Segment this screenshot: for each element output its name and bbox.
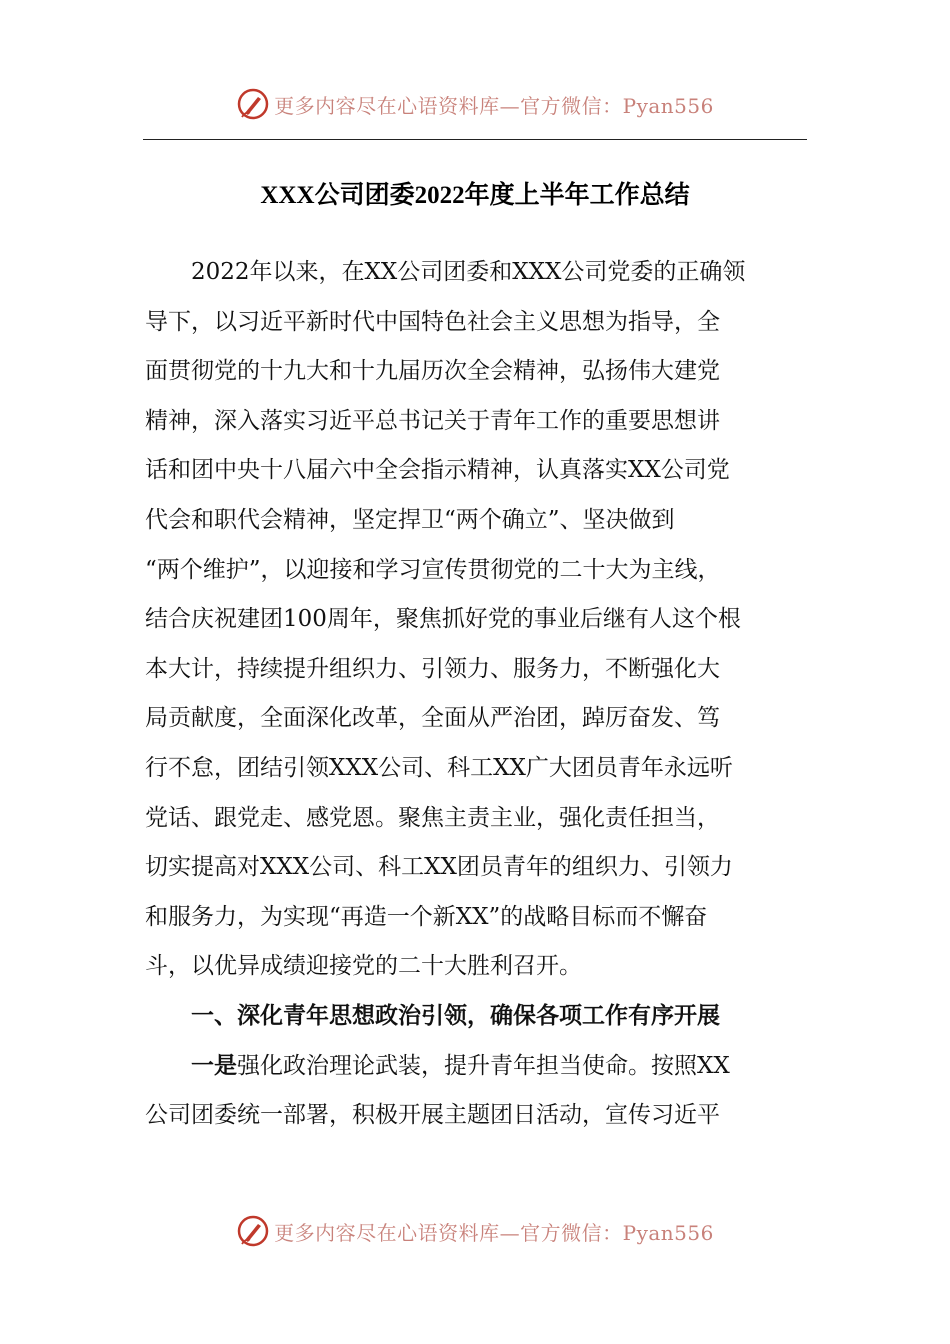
item-lead: 一是: [191, 1052, 237, 1079]
paragraph-line: 局贡献度，全面深化改革，全面从严治团，踔厉奋发、笃: [145, 705, 720, 732]
paragraph-line: 党话、跟党走、感党恩。聚焦主责主业，强化责任担当，: [145, 804, 720, 831]
watermark-contact: 官方微信：Pyan556: [520, 1220, 714, 1245]
watermark-brand: 更多内容尽在心语资料库: [274, 93, 500, 118]
paragraph-line: 和服务力，为实现“再造一个新XX”的战略目标而不懈奋: [145, 903, 708, 930]
item-line-text: 强化政治理论武装，提升青年担当使命。按照XX: [237, 1052, 730, 1079]
footer-watermark: [0, 1211, 950, 1251]
watermark-separator: —: [499, 93, 521, 118]
paragraph-line: 精神，深入落实习近平总书记关于青年工作的重要思想讲: [145, 407, 720, 434]
header-rule: [143, 139, 807, 140]
paragraph-line: 话和团中央十八届六中全会指示精神，认真落实XX公司党: [145, 457, 730, 484]
watermark-contact: 官方微信：Pyan556: [520, 93, 714, 118]
document-title: XXX公司团委2022年度上半年工作总结: [260, 182, 690, 209]
paragraph-line: 结合庆祝建团100周年，聚焦抓好党的事业后继有人这个根: [145, 606, 741, 633]
section-heading: 一、深化青年思想政治引领，确保各项工作有序开展: [191, 1002, 720, 1029]
paragraph-line: 2022年以来，在XX公司团委和XXX公司党委的正确领: [191, 259, 746, 285]
document-body: [145, 248, 810, 1141]
paragraph-line: 行不怠，团结引领XXX公司、科工XX广大团员青年永远听: [145, 754, 733, 781]
watermark-text: [274, 1217, 714, 1246]
quill-pen-logo-icon: [236, 87, 270, 121]
watermark-brand: 更多内容尽在心语资料库: [274, 1220, 500, 1245]
paragraph-line: 切实提高对XXX公司、科工XX团员青年的组织力、引领力: [145, 854, 733, 881]
paragraph-line: 代会和职代会精神，坚定捍卫“两个确立”、坚决做到: [145, 506, 675, 533]
paragraph-line: 面贯彻党的十九大和十九届历次全会精神，弘扬伟大建党: [145, 358, 720, 385]
header-watermark: [0, 84, 950, 124]
paragraph-line: “两个维护”，以迎接和学习宣传贯彻党的二十大为主线，: [145, 556, 721, 583]
watermark-text: [274, 90, 714, 119]
paragraph-line: 斗，以优异成绩迎接党的二十大胜利召开。: [145, 953, 582, 980]
paragraph-line: 本大计，持续提升组织力、引领力、服务力，不断强化大: [145, 655, 720, 682]
paragraph-line: 导下，以习近平新时代中国特色社会主义思想为指导，全: [145, 308, 720, 335]
quill-pen-logo-icon: [236, 1214, 270, 1248]
item-second-line: 公司团委统一部署，积极开展主题团日活动，宣传习近平: [145, 1102, 720, 1129]
watermark-separator: —: [499, 1220, 521, 1245]
item-first-line: [145, 1042, 810, 1092]
